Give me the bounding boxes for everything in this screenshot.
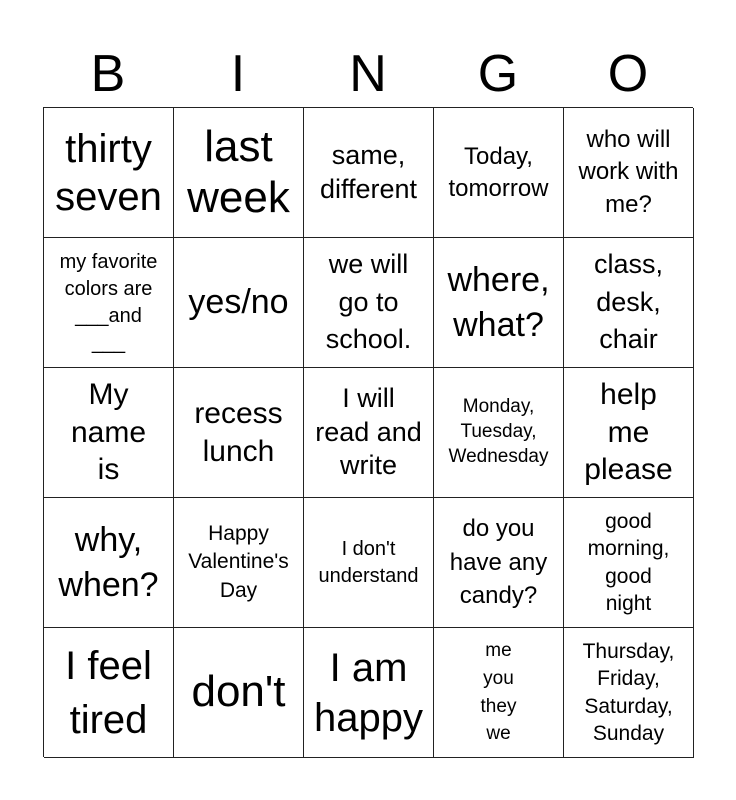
cell-text: Thursday, Friday, Saturday, Sunday bbox=[582, 639, 675, 745]
cell-text: don't bbox=[191, 667, 286, 717]
cell-text: thirty seven bbox=[55, 126, 162, 219]
bingo-cell[interactable] bbox=[564, 238, 694, 368]
cell-text: Today, tomorrow bbox=[448, 143, 549, 202]
bingo-cell[interactable] bbox=[564, 498, 694, 628]
bingo-cell[interactable] bbox=[44, 368, 174, 498]
cell-text: yes/no bbox=[188, 282, 289, 321]
cell-text: my favorite colors are ___and ___ bbox=[59, 250, 158, 354]
header-letter-g: G bbox=[477, 45, 519, 103]
cell-text: I will read and write bbox=[315, 382, 422, 481]
bingo-cell[interactable] bbox=[434, 628, 564, 758]
bingo-cell[interactable] bbox=[44, 108, 174, 238]
bingo-cell[interactable] bbox=[564, 628, 694, 758]
cell-text: who will work with me? bbox=[578, 125, 679, 218]
bingo-cell[interactable] bbox=[304, 108, 434, 238]
cell-text: I am happy bbox=[314, 645, 423, 740]
bingo-cell[interactable] bbox=[434, 368, 564, 498]
bingo-cell[interactable] bbox=[174, 108, 304, 238]
cell-text: good morning, good night bbox=[587, 509, 670, 615]
cell-text: My name is bbox=[70, 378, 147, 487]
cell-text: Happy Valentine's Day bbox=[188, 521, 289, 602]
cell-text: me you they we bbox=[480, 640, 517, 745]
bingo-cell[interactable] bbox=[304, 368, 434, 498]
bingo-cell[interactable] bbox=[174, 498, 304, 628]
cell-text: same, different bbox=[319, 139, 418, 204]
cell-text: I feel tired bbox=[65, 643, 152, 742]
cell-text: help me please bbox=[584, 378, 673, 487]
bingo-cell[interactable] bbox=[564, 108, 694, 238]
header-letter-b: B bbox=[90, 45, 126, 103]
cell-text: recess lunch bbox=[194, 397, 283, 468]
bingo-cell[interactable] bbox=[44, 238, 174, 368]
bingo-header bbox=[43, 40, 693, 108]
bingo-cell[interactable] bbox=[304, 628, 434, 758]
header-letter-i: I bbox=[230, 45, 246, 103]
bingo-cell[interactable] bbox=[44, 498, 174, 628]
bingo-cell[interactable] bbox=[174, 238, 304, 368]
header-letter-n: N bbox=[349, 45, 387, 103]
cell-text: last week bbox=[187, 121, 290, 222]
bingo-cell[interactable] bbox=[44, 628, 174, 758]
bingo-cell[interactable] bbox=[174, 368, 304, 498]
cell-text: class, desk, chair bbox=[593, 248, 664, 355]
bingo-cell[interactable] bbox=[174, 628, 304, 758]
cell-text: we will go to school. bbox=[325, 248, 412, 355]
cell-text: do you have any candy? bbox=[449, 515, 548, 610]
bingo-cell[interactable] bbox=[304, 498, 434, 628]
bingo-cell[interactable] bbox=[304, 238, 434, 368]
bingo-cell[interactable] bbox=[434, 498, 564, 628]
cell-text: Monday, Tuesday, Wednesday bbox=[448, 396, 549, 467]
bingo-cell[interactable] bbox=[434, 238, 564, 368]
bingo-board bbox=[43, 107, 693, 757]
cell-text: why, when? bbox=[58, 521, 159, 604]
cell-text: where, what? bbox=[447, 261, 550, 344]
bingo-cell[interactable] bbox=[434, 108, 564, 238]
cell-text: I don't understand bbox=[318, 537, 419, 587]
header-letter-o: O bbox=[607, 45, 649, 103]
bingo-cell[interactable] bbox=[564, 368, 694, 498]
